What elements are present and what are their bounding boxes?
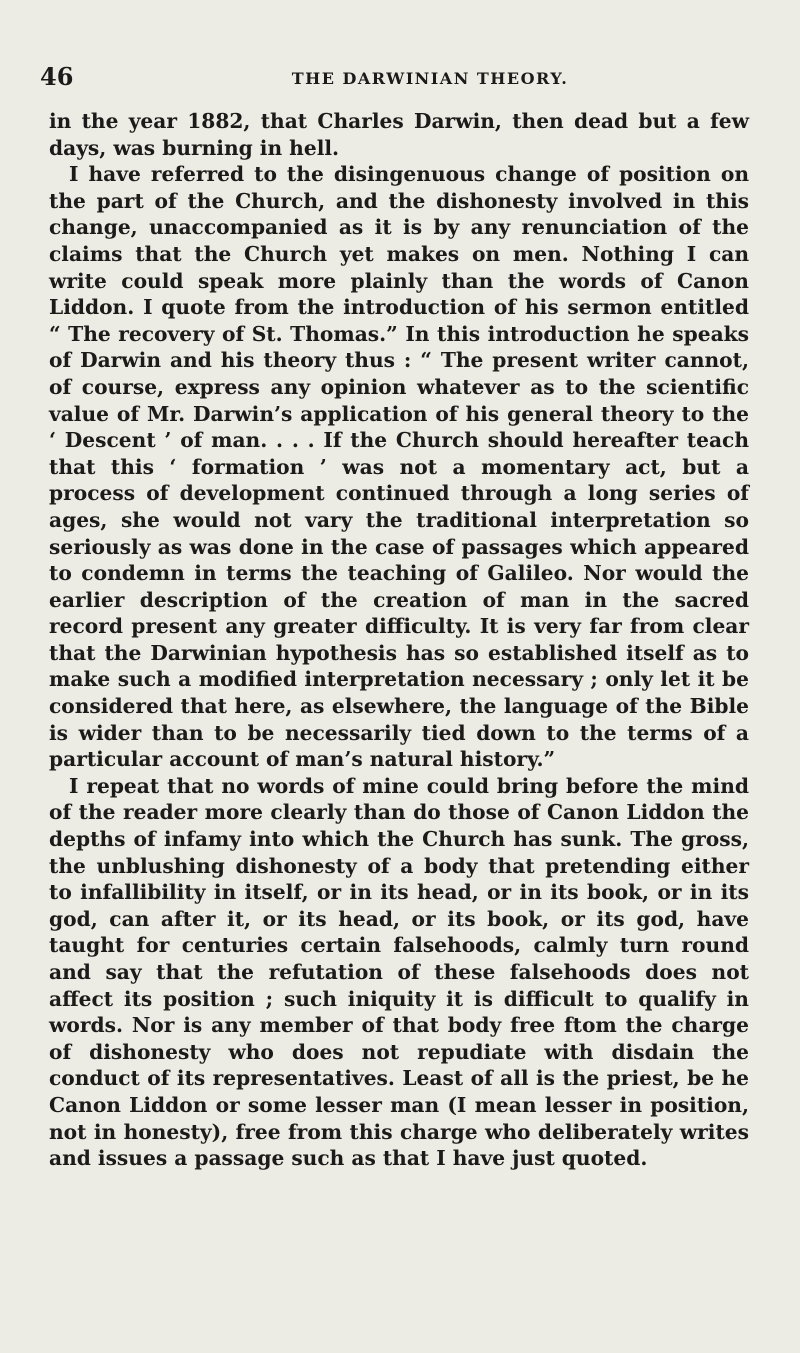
paragraph-liddon-quote: I have referred to the disingenuous change of position on the part of the Church, and the dishonesty involved in this change, unaccompanied as it is by any renunciation of the claims that the Church yet makes on men. Nothing I can write could speak more plainly than the words of Canon Liddon. I quote from the introduction of his sermon entitled “ The recovery of St. Thomas.” In this introduction he speaks of Darwin and his theory thus : “ The present writer cannot, of course, express any opinion whatever as to the scientific value of Mr. Darwin’s application of his general theory to the ‘ Descent ’ of man. . . . If the Church should hereafter teach that this ‘ formation ’ was not a momentary act, but a process of development continued through a long series of ages, she would not vary the traditional interpretation so seriously as was done in the case of passages which appeared to condemn in terms the teaching of Galileo. Nor would the earlier description of the creation of man in the sacred record present any greater difficulty. It is very far from clear that the Darwinian hypothesis has so established itself as to make such a modified interpretation necessary ; only let it be considered that here, as elsewhere, the language of the Bible is wider than to be necessarily tied down to the terms of a particular account of man’s natural history.”: [49, 162, 749, 772]
page-header: [40, 62, 780, 96]
body-text: [49, 108, 749, 1172]
running-title: THE DARWINIAN THEORY.: [291, 69, 569, 88]
page-number: 46: [40, 62, 74, 91]
paragraph-continuation: in the year 1882, that Charles Darwin, then dead but a few days, was burning in hell.: [49, 109, 749, 160]
paragraph-church-dishonesty: I repeat that no words of mine could bring before the mind of the reader more clearly than do those of Canon Liddon the depths of infamy into which the Church has sunk. The gross, the unblushing dishonesty of a body that pretending either to infallibility in itself, or in its head, or in its book, or in its god, can after it, or its head, or its book, or its god, have taught for centuries certain falsehoods, calmly turn round and say that the refutation of these falsehoods does not affect its position ; such iniquity it is difficult to qualify in words. Nor is any member of that body free ftom the charge of dishonesty who does not repudiate with disdain the conduct of its representatives. Least of all is the priest, be he Canon Liddon or some lesser man (I mean lesser in position, not in honesty), free from this charge who deliberately writes and issues a passage such as that I have just quoted.: [49, 773, 749, 1171]
